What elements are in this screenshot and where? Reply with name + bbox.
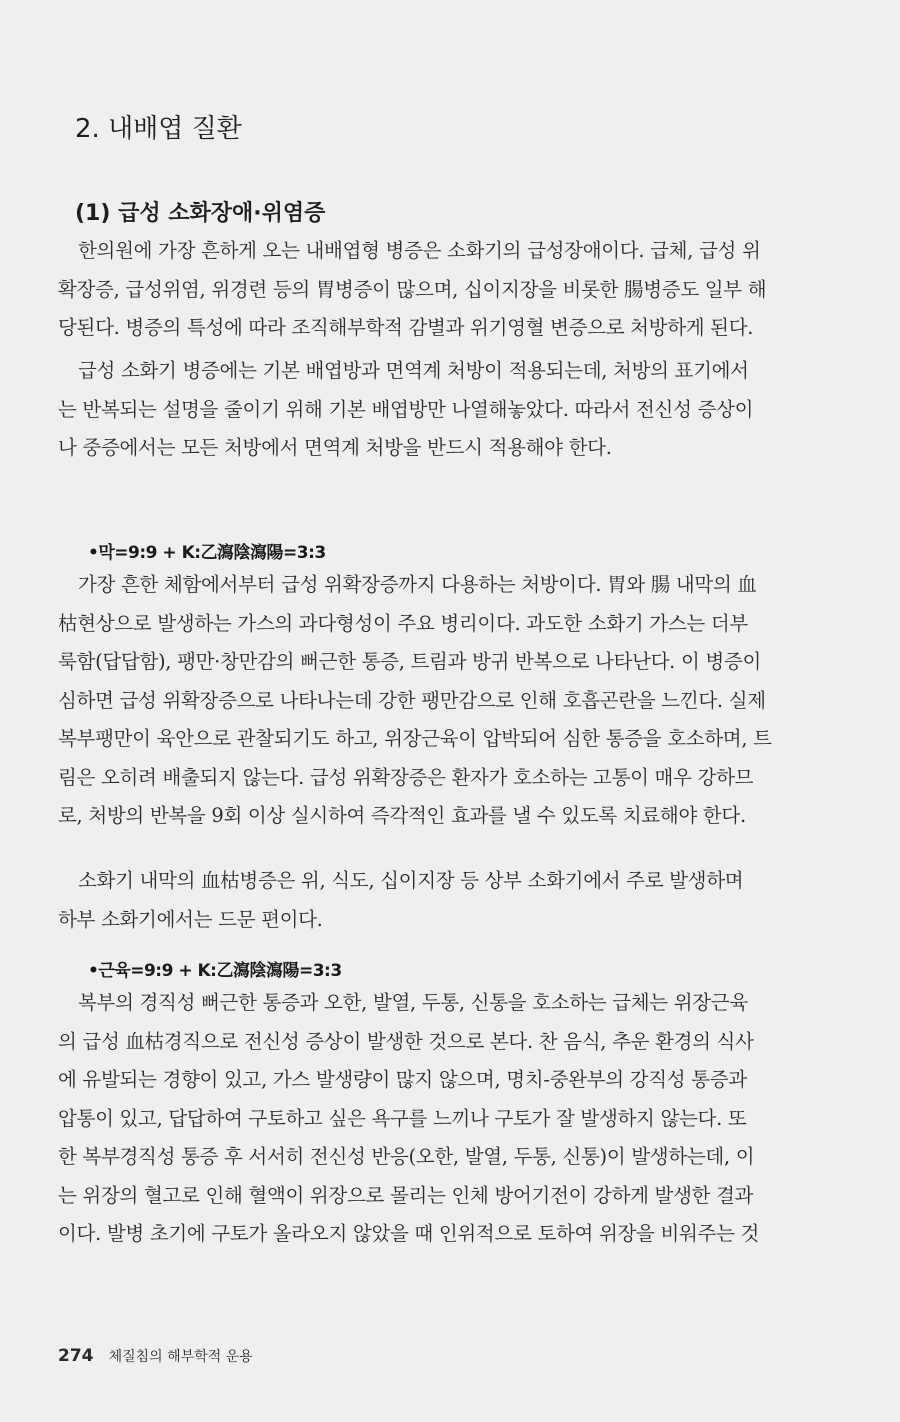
text-line: 복부팽만이 육안으로 관찰되기도 하고, 위장근육이 압박되어 심한 통증을 호소하며, 트 — [58, 727, 772, 750]
text-line: 확장증, 급성위염, 위경련 등의 胃병증이 많으며, 십이지장을 비롯한 腸병증도 일부 해 — [58, 277, 767, 301]
formula2-paragraph-1 — [58, 984, 848, 1254]
text-line: 당된다. 병증의 특성에 따라 조직해부학적 감별과 위기영혈 변증으로 처방하게 된다. — [58, 316, 754, 339]
text-line: 枯현상으로 발생하는 가스의 과다형성이 주요 병리이다. 과도한 소화기 가스는 더부 — [58, 611, 748, 635]
formula1-paragraph-1 — [58, 566, 848, 836]
text-line: 이다. 발병 초기에 구토가 올라오지 않았을 때 인위적으로 토하여 위장을 비워주는 것 — [58, 1222, 760, 1245]
text-line: 하부 소화기에서는 드문 편이다. — [58, 907, 323, 931]
text-line: 복부의 경직성 뻐근한 통증과 오한, 발열, 두통, 신통을 호소하는 급체는 위장근육 — [78, 991, 748, 1014]
intro-paragraph-1 — [58, 232, 848, 348]
text-line: 한 복부경직성 통증 후 서서히 전신성 반응(오한, 발열, 두통, 신통)이 발생하는데, 이 — [58, 1145, 755, 1168]
text-line: 급성 소화기 병증에는 기본 배엽방과 면역계 처방이 적용되는데, 처방의 표기에서 — [78, 359, 749, 382]
text-line: 압통이 있고, 답답하여 구토하고 싶은 욕구를 느끼나 구토가 잘 발생하지 않는다. 또 — [58, 1106, 747, 1130]
text-line: 한의원에 가장 흔하게 오는 내배엽형 병증은 소화기의 급성장애이다. 급체, 급성 위 — [78, 239, 761, 262]
intro-paragraph-2 — [58, 352, 848, 468]
text-line: 는 반복되는 설명을 줄이기 위해 기본 배엽방만 나열해놓았다. 따라서 전신성 증상이 — [58, 397, 754, 421]
section-heading: (1) 급성 소화장애·위염증 — [75, 201, 326, 226]
text-line: 에 유발되는 경향이 있고, 가스 발생량이 많지 않으며, 명치-중완부의 강직성 통증과 — [58, 1068, 747, 1091]
text-line: 는 위장의 혈고로 인해 혈액이 위장으로 몰리는 인체 방어기전이 강하게 발생한 결과 — [58, 1183, 754, 1207]
text-line: 로, 처방의 반복을 9회 이상 실시하여 즉각적인 효과를 낼 수 있도록 치료해야 한다. — [58, 804, 746, 827]
running-title: 체질침의 해부학적 운용 — [108, 1349, 253, 1365]
formula-heading-muscle: •근육=9:9 + K:乙瀉陰瀉陽=3:3 — [88, 961, 342, 981]
formula-heading-membrane: •막=9:9 + K:乙瀉陰瀉陽=3:3 — [88, 543, 326, 563]
text-line: 가장 흔한 체함에서부터 급성 위확장증까지 다용하는 처방이다. 胃와 腸 내막의 血 — [78, 573, 757, 596]
text-line: 소화기 내막의 血枯병증은 위, 식도, 십이지장 등 상부 소화기에서 주로 발생하며 — [78, 869, 744, 892]
chapter-heading: 2. 내배엽 질환 — [75, 114, 242, 144]
page-number: 274 — [58, 1346, 94, 1366]
text-line: 의 급성 血枯경직으로 전신성 증상이 발생한 것으로 본다. 찬 음식, 추운 환경의 식사 — [58, 1029, 754, 1053]
text-line: 림은 오히려 배출되지 않는다. 급성 위확장증은 환자가 호소하는 고통이 매우 강하므 — [58, 765, 754, 789]
page-footer — [58, 1346, 253, 1366]
text-line: 나 중증에서는 모든 처방에서 면역계 처방을 반드시 적용해야 한다. — [58, 436, 612, 459]
text-line: 심하면 급성 위확장증으로 나타나는데 강한 팽만감으로 인해 호흡곤란을 느낀다. 실제 — [58, 688, 766, 712]
text-line: 룩함(답답함), 팽만·창만감의 뻐근한 통증, 트림과 방귀 반복으로 나타난다. 이 병증이 — [58, 650, 762, 673]
formula1-paragraph-2 — [58, 862, 848, 939]
